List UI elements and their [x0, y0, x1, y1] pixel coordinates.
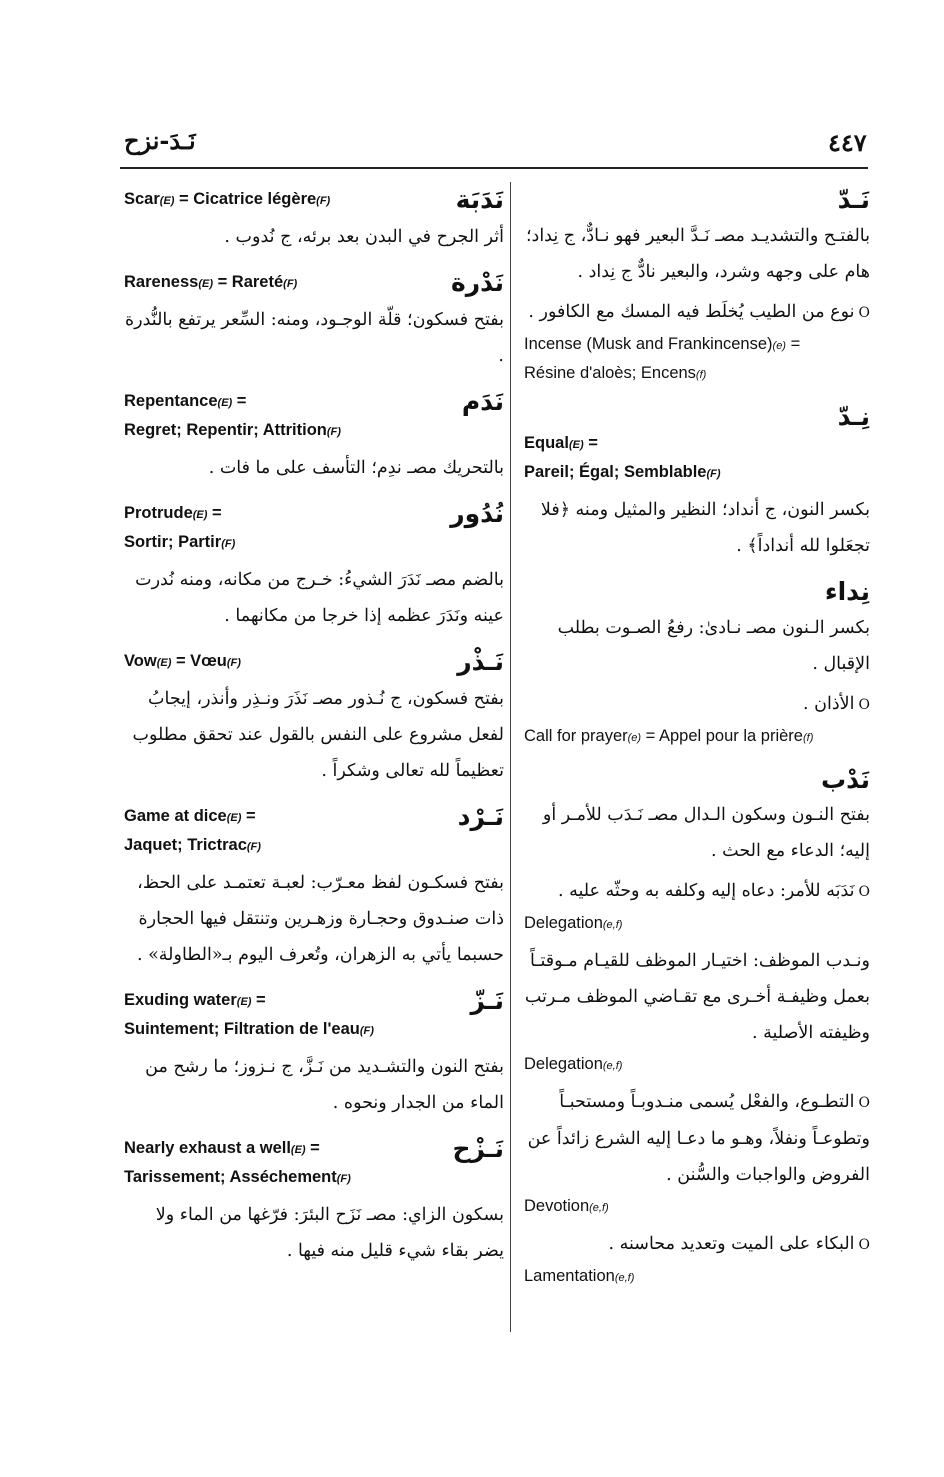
- arabic-definition: بفتح فسكون؛ قلّة الوجـود، ومنه: السِّعر يرتفع بالنُّدرة .: [124, 310, 504, 366]
- arabic-definition: [524, 294, 870, 331]
- translation-text: =: [305, 1139, 320, 1157]
- language-tag: (F): [326, 426, 341, 438]
- translation-text: =: [241, 807, 256, 825]
- translation-text: =: [251, 991, 266, 1009]
- translation-text: = Rareté: [212, 273, 284, 291]
- translation-text: = Appel pour la prière: [641, 726, 803, 745]
- translation: [124, 500, 235, 558]
- translation-text: Protrude: [124, 504, 193, 522]
- page-number: ٤٤٧: [828, 128, 867, 157]
- headword: نَدَم: [461, 387, 504, 416]
- translation-text: Suintement; Filtration de l'eau: [124, 1020, 360, 1038]
- headword: نَـزْح: [452, 1134, 504, 1163]
- entry: [524, 403, 870, 565]
- language-tag: (e,f): [589, 1202, 609, 1214]
- translation-text: Devotion: [524, 1197, 590, 1215]
- translation: [524, 1263, 870, 1292]
- translation: [124, 1135, 351, 1193]
- entry-header: [124, 269, 504, 298]
- language-tag: (E): [217, 397, 233, 409]
- headword: نِداء: [824, 577, 870, 606]
- headword: نَـدّ: [837, 185, 870, 214]
- language-tag: (E): [226, 812, 242, 824]
- right-column: [524, 186, 870, 1306]
- arabic-definition: [524, 1226, 870, 1263]
- translation: [124, 648, 241, 677]
- definition-text: نَدَبَه للأمر: دعاه إليه وكلفه به وحثّه عليه .: [557, 881, 855, 901]
- translation-text: Game at dice: [124, 807, 227, 825]
- language-tag: (F): [226, 657, 241, 669]
- language-tag: (e): [772, 339, 786, 352]
- translation: [524, 910, 870, 939]
- translation: [524, 723, 870, 752]
- arabic-definition: بالضم مصـ نَدَرَ الشيءُ: خـرج من مكانه، ومنه نُدرت عينه ونَدَرَ عظمه إذا خرجا من مكانهما .: [135, 570, 504, 626]
- translation: [524, 430, 870, 488]
- arabic-definition: بفتح فسكون، ج نُـذور مصـ نَذَرَ ونـذِر وأنذر، إيجابُ لفعل مشروع على النفس بالقول عند تحقق مطلوب تعظيماً لله تعالى وشكراً .: [132, 689, 504, 781]
- language-tag: (e,f): [602, 1060, 623, 1072]
- entry-header: [124, 1135, 504, 1193]
- sense-bullet: O: [858, 884, 870, 900]
- language-tag: (f): [695, 368, 707, 381]
- translation: [124, 186, 330, 215]
- translation: [524, 1193, 870, 1222]
- language-tag: (e,f): [602, 919, 623, 931]
- translation-text: Call for prayer: [524, 726, 628, 745]
- arabic-definition: [524, 492, 870, 564]
- entry-header: [124, 500, 504, 558]
- translation-text: Repentance: [124, 392, 218, 410]
- header-rule: [120, 167, 868, 169]
- translation-text: Tarissement; Asséchement: [124, 1168, 337, 1186]
- entry: [524, 186, 870, 389]
- language-tag: (F): [316, 195, 331, 207]
- language-tag: (f): [802, 731, 814, 744]
- translation-text: Equal: [524, 434, 569, 452]
- language-tag: (e): [627, 731, 642, 744]
- language-tag: (E): [198, 278, 213, 290]
- translation-text: Résine d'aloès; Encens: [524, 363, 696, 382]
- entry: [124, 987, 504, 1121]
- arabic-definition: بفتح النون والتشـديد من نَـزَّ، ج نـزوز؛ ما رشح من الماء من الجدار ونحوه .: [145, 1057, 504, 1113]
- entry: [124, 648, 504, 789]
- definition-text: الأذان .: [803, 693, 855, 714]
- translation-text: Lamentation: [524, 1267, 615, 1285]
- entry-header: [124, 803, 504, 861]
- headword: نَـزّ: [470, 986, 504, 1015]
- definition-text: ونـدب الموظف: اختيـار الموظف للقيـام مـوقتـاً بعمل وظيفـة أخـرى مع تقـاضي الموظف مـرتب وظيفته الأصلية .: [524, 951, 870, 1043]
- translation-text: Vow: [124, 652, 157, 670]
- language-tag: (F): [246, 841, 261, 853]
- arabic-definition: بالتحريك مصـ ندِم؛ التأسف على ما فات .: [208, 458, 504, 478]
- entry: [524, 766, 870, 1293]
- entry: [124, 500, 504, 634]
- translation-text: Delegation: [524, 1055, 603, 1073]
- language-tag: (F): [359, 1025, 374, 1037]
- language-tag: (E): [156, 657, 172, 669]
- headword: نِـدّ: [837, 401, 870, 431]
- translation: [524, 1051, 870, 1080]
- translation-text: Jaquet; Trictrac: [124, 836, 247, 854]
- arabic-definition: أثر الجرح في البدن بعد برئه، ج نُدوب .: [224, 227, 504, 247]
- language-tag: (F): [283, 278, 298, 290]
- headword: نَدَبَة: [455, 185, 504, 214]
- entry-header: [124, 186, 504, 215]
- entry-header: [124, 648, 504, 677]
- sense-bullet: O: [858, 696, 870, 713]
- sense-bullet: O: [858, 1237, 870, 1253]
- arabic-definition: بفتح فسكـون لفظ معـرّب: لعبـة تعتمـد على الحظ، ذات صنـدوق وحجـارة وزهـرين وتنتقل فيها الحجارة حسبما يأتي به الزهران، وتُعرف اليوم بـ«الطاولة» .: [136, 873, 504, 965]
- entry-header: [124, 987, 504, 1045]
- headword: نَدْرة: [451, 268, 504, 297]
- definition-text: بكسر النون، ج أنداد؛ النظير والمثيل ومنه ﴿فلا تجعَلوا لله أنداداً﴾ .: [540, 500, 870, 556]
- translation-text: Incense (Musk and Frankincense): [524, 334, 773, 353]
- definition-text: التطـوع، والفعْل يُسمى منـدوبـاً ومستحبـاً وتطوعـاً ونفلاً، وهـو ما دعـا إليه الشرع زائداً عن الفروض والواجبات والسُّنن .: [527, 1092, 870, 1185]
- entry: [124, 1135, 504, 1269]
- entry: [124, 388, 504, 486]
- translation-text: = Vœu: [171, 652, 227, 670]
- column-divider: [510, 182, 511, 1332]
- translation-text: Scar: [124, 190, 160, 208]
- sense-bullet: O: [858, 1095, 870, 1111]
- language-tag: (F): [336, 1173, 351, 1185]
- language-tag: (E): [568, 439, 584, 451]
- translation-text: Pareil; Égal; Semblable: [524, 463, 707, 481]
- arabic-definition: [524, 610, 870, 682]
- headword: نُدُور: [450, 499, 504, 528]
- definition-text: بالفتـح والتشديـد مصـ نَـدَّ البعير فهو نـادٌّ، ج نِداد؛ هام على وجهه وشرد، والبعير نادٌّ ج نِداد .: [525, 225, 870, 282]
- arabic-definition: [524, 943, 870, 1051]
- arabic-definition: [524, 1084, 870, 1193]
- language-tag: (E): [192, 509, 208, 521]
- definition-text: البكاء على الميت وتعديد محاسنه .: [608, 1234, 855, 1254]
- entry: [124, 186, 504, 255]
- translation: [124, 388, 341, 446]
- translation-text: Delegation: [524, 914, 603, 932]
- entry: [124, 269, 504, 374]
- entry: [524, 578, 870, 752]
- language-tag: (E): [236, 996, 252, 1008]
- arabic-definition: [524, 873, 870, 910]
- translation-text: =: [207, 504, 222, 522]
- arabic-definition: [524, 686, 870, 723]
- definition-text: بكسر الـنون مصـ نـادىٰ: رفعُ الصـوت بطلب الإقبال .: [557, 617, 870, 674]
- headword: نَدْب: [821, 764, 870, 794]
- translation-text: = Cicatrice légère: [174, 190, 317, 208]
- translation-text: =: [232, 392, 247, 410]
- language-tag: (E): [159, 195, 175, 207]
- translation: [524, 331, 870, 389]
- translation-text: Exuding water: [124, 991, 237, 1009]
- headword: نَـذْر: [457, 647, 504, 676]
- translation: [124, 269, 297, 298]
- translation-text: =: [785, 334, 801, 353]
- language-tag: (e,f): [614, 1272, 635, 1284]
- language-tag: (E): [290, 1144, 306, 1156]
- translation: [124, 987, 374, 1045]
- left-column: [124, 186, 504, 1283]
- translation-text: =: [583, 434, 598, 452]
- running-head: نَـدَ-نزح: [124, 126, 196, 155]
- definition-text: نوع من الطيب يُخلَط فيه المسك مع الكافور .: [528, 301, 855, 322]
- sense-bullet: O: [858, 304, 870, 321]
- translation-text: Nearly exhaust a well: [124, 1139, 291, 1157]
- arabic-definition: بسكون الزاي: مصـ نَزَح البئرَ: فرّغها من الماء ولا يضر بقاء شيء قليل منه فيها .: [155, 1205, 504, 1261]
- translation-text: Rareness: [124, 273, 199, 291]
- translation-text: Sortir; Partir: [124, 533, 222, 551]
- arabic-definition: [524, 218, 870, 290]
- translation-text: Regret; Repentir; Attrition: [124, 421, 327, 439]
- language-tag: (F): [221, 538, 236, 550]
- entry-header: [124, 388, 504, 446]
- translation: [124, 803, 261, 861]
- definition-text: بفتح النـون وسكون الـدال مصـ نَـدَب للأمـر أو إليه؛ الدعاء مع الحث .: [542, 805, 870, 861]
- entry: [124, 803, 504, 973]
- arabic-definition: [524, 797, 870, 869]
- headword: نَـرْد: [457, 802, 504, 831]
- language-tag: (F): [706, 468, 721, 480]
